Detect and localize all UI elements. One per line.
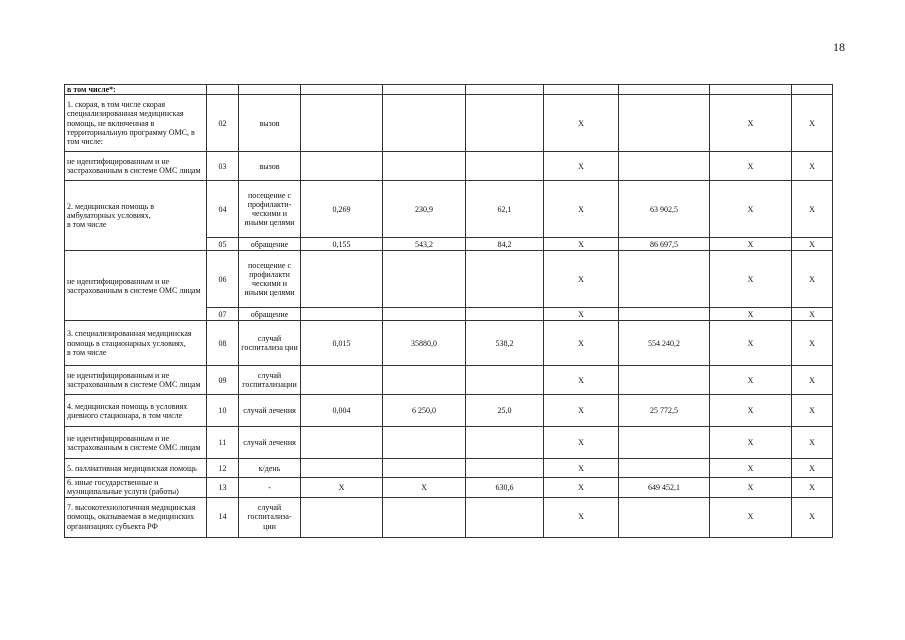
row-code: 12	[207, 459, 239, 478]
value-10: X	[792, 95, 833, 152]
value-5	[383, 85, 466, 95]
row-name: не идентифицированным и не застрахованным в системе ОМС лицам	[65, 427, 207, 459]
value-10: X	[792, 238, 833, 251]
value-10: X	[792, 459, 833, 478]
row-name: 2. медицинская помощь в амбулаторных условиях, в том числе	[65, 181, 207, 251]
value-7: X	[544, 181, 619, 238]
value-7: X	[544, 321, 619, 366]
value-6	[466, 251, 544, 308]
value-5	[383, 251, 466, 308]
table-row	[65, 366, 833, 395]
value-8	[619, 497, 710, 537]
value-10	[792, 85, 833, 95]
value-10: X	[792, 308, 833, 321]
row-code: 10	[207, 395, 239, 427]
value-9: X	[710, 366, 792, 395]
value-8	[619, 152, 710, 181]
unit: обращение	[239, 238, 301, 251]
value-9: X	[710, 321, 792, 366]
value-10: X	[792, 427, 833, 459]
value-4: X	[301, 478, 383, 497]
value-6: 538,2	[466, 321, 544, 366]
value-7: X	[544, 395, 619, 427]
value-7: X	[544, 251, 619, 308]
row-code: 11	[207, 427, 239, 459]
value-4	[301, 152, 383, 181]
value-6	[466, 95, 544, 152]
value-6: 84,2	[466, 238, 544, 251]
value-9: X	[710, 95, 792, 152]
value-6	[466, 427, 544, 459]
table-row	[65, 395, 833, 427]
page-number: 18	[833, 40, 845, 54]
value-9: X	[710, 308, 792, 321]
unit: посещение с профилакти ческими и иными целями	[239, 251, 301, 308]
value-4	[301, 95, 383, 152]
value-8	[619, 85, 710, 95]
value-5	[383, 308, 466, 321]
value-9: X	[710, 251, 792, 308]
value-6	[466, 85, 544, 95]
value-10: X	[792, 251, 833, 308]
table-row	[65, 181, 833, 238]
value-9: X	[710, 395, 792, 427]
value-6	[466, 497, 544, 537]
unit: посещение с профилакти-ческими и иными целями	[239, 181, 301, 238]
value-6	[466, 152, 544, 181]
value-6	[466, 308, 544, 321]
row-name: 1. скорая, в том числе скорая специализированная медицинская помощь, не включенная в территориальную программу ОМС, в том числе:	[65, 95, 207, 152]
unit: вызов	[239, 95, 301, 152]
value-4: 0,004	[301, 395, 383, 427]
value-4	[301, 497, 383, 537]
value-6: 630,6	[466, 478, 544, 497]
value-7: X	[544, 152, 619, 181]
unit: обращение	[239, 308, 301, 321]
value-4: 0,269	[301, 181, 383, 238]
value-7: X	[544, 308, 619, 321]
value-5: 543,2	[383, 238, 466, 251]
value-4	[301, 308, 383, 321]
table-row	[65, 152, 833, 181]
value-6: 25,0	[466, 395, 544, 427]
row-name: не идентифицированным и не застрахованным в системе ОМС лицам	[65, 152, 207, 181]
value-6	[466, 366, 544, 395]
value-9: X	[710, 238, 792, 251]
value-7: X	[544, 459, 619, 478]
row-code	[207, 85, 239, 95]
unit: случай госпитализации	[239, 366, 301, 395]
table-row	[65, 459, 833, 478]
value-10: X	[792, 366, 833, 395]
value-5	[383, 366, 466, 395]
unit: вызов	[239, 152, 301, 181]
value-10: X	[792, 478, 833, 497]
row-code: 02	[207, 95, 239, 152]
value-7	[544, 85, 619, 95]
value-9: X	[710, 181, 792, 238]
value-9: X	[710, 459, 792, 478]
row-code: 05	[207, 238, 239, 251]
value-6	[466, 459, 544, 478]
row-name: 6. иные государственные и муниципальные услуги (работы)	[65, 478, 207, 497]
table-row	[65, 427, 833, 459]
value-9: X	[710, 427, 792, 459]
unit: к/день	[239, 459, 301, 478]
row-name: 7. высокотехнологичная медицинская помощь, оказываемая в медицинских организациях субъекта РФ	[65, 497, 207, 537]
row-name: в том числе*:	[65, 85, 207, 95]
row-name: 4. медицинская помощь в условиях дневного стационара, в том числе	[65, 395, 207, 427]
value-4	[301, 366, 383, 395]
value-5	[383, 459, 466, 478]
value-10: X	[792, 497, 833, 537]
value-8	[619, 95, 710, 152]
value-5: 230,9	[383, 181, 466, 238]
value-4: 0,155	[301, 238, 383, 251]
value-4	[301, 427, 383, 459]
value-5: X	[383, 478, 466, 497]
table-row	[65, 321, 833, 366]
value-8: 554 240,2	[619, 321, 710, 366]
value-7: X	[544, 497, 619, 537]
table-row	[65, 251, 833, 308]
row-code: 08	[207, 321, 239, 366]
value-9: X	[710, 152, 792, 181]
unit: случай госпитализа-ции	[239, 497, 301, 537]
row-code: 04	[207, 181, 239, 238]
value-7: X	[544, 95, 619, 152]
table-row	[65, 85, 833, 95]
value-8	[619, 308, 710, 321]
value-5: 35880,0	[383, 321, 466, 366]
value-7: X	[544, 366, 619, 395]
value-8	[619, 459, 710, 478]
value-8: 63 902,5	[619, 181, 710, 238]
row-code: 09	[207, 366, 239, 395]
row-name: не идентифицированным и не застрахованным в системе ОМС лицам	[65, 251, 207, 321]
value-8: 649 452,1	[619, 478, 710, 497]
table-row	[65, 478, 833, 497]
value-10: X	[792, 152, 833, 181]
value-6: 62,1	[466, 181, 544, 238]
value-5	[383, 497, 466, 537]
value-7: X	[544, 238, 619, 251]
value-8	[619, 251, 710, 308]
unit: -	[239, 478, 301, 497]
row-name: не идентифицированным и не застрахованным в системе ОМС лицам	[65, 366, 207, 395]
table-row	[65, 497, 833, 537]
unit: случай госпитализа ции	[239, 321, 301, 366]
table-body	[65, 85, 833, 538]
value-9: X	[710, 478, 792, 497]
data-table	[64, 84, 833, 538]
value-7: X	[544, 478, 619, 497]
row-code: 03	[207, 152, 239, 181]
value-8	[619, 366, 710, 395]
value-4	[301, 85, 383, 95]
value-8: 86 697,5	[619, 238, 710, 251]
row-code: 14	[207, 497, 239, 537]
value-8	[619, 427, 710, 459]
value-10: X	[792, 181, 833, 238]
unit: случай лечения	[239, 427, 301, 459]
value-4	[301, 251, 383, 308]
row-name: 5. паллиативная медицинская помощь	[65, 459, 207, 478]
value-5	[383, 152, 466, 181]
row-name: 3. специализированная медицинская помощь в стационарных условиях, в том числе	[65, 321, 207, 366]
value-8: 25 772,5	[619, 395, 710, 427]
value-9	[710, 85, 792, 95]
value-9: X	[710, 497, 792, 537]
value-5: 6 250,0	[383, 395, 466, 427]
value-5	[383, 427, 466, 459]
table-row	[65, 95, 833, 152]
value-4	[301, 459, 383, 478]
value-7: X	[544, 427, 619, 459]
value-10: X	[792, 395, 833, 427]
row-code: 06	[207, 251, 239, 308]
row-code: 13	[207, 478, 239, 497]
row-code: 07	[207, 308, 239, 321]
unit	[239, 85, 301, 95]
unit: случай лечения	[239, 395, 301, 427]
value-4: 0,015	[301, 321, 383, 366]
value-10: X	[792, 321, 833, 366]
value-5	[383, 95, 466, 152]
